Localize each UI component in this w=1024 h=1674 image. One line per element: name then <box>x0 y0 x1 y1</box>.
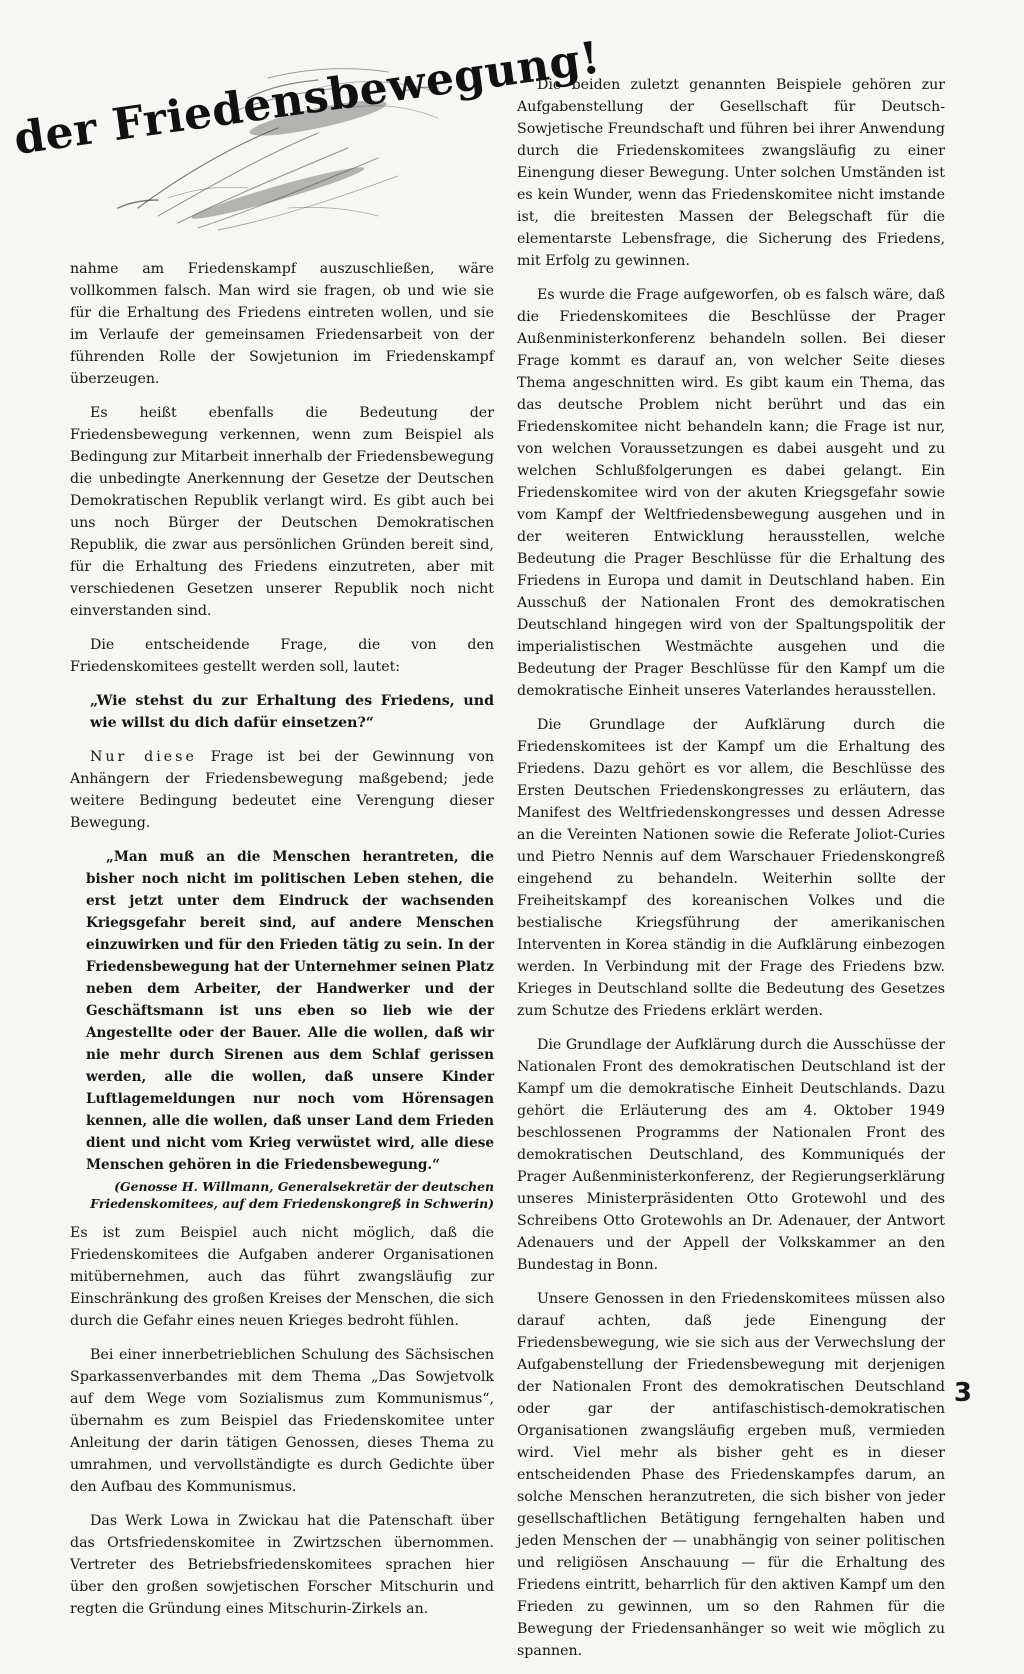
left-paragraph-7: Das Werk Lowa in Zwickau hat die Patenschaft über das Ortsfriedenskomitee in Zwirtzschen übernommen. Vertreter des Betriebsfriedenskomitees sprachen hier über den großen sowjetischen Forscher Mitschurin und regten die Gründung eines Mitschurin-Zirkels an. <box>70 1513 494 1617</box>
left-paragraph-5: Es ist zum Beispiel auch nicht möglich, daß die Friedenskomitees die Aufgaben anderer Organisationen mitübernehmen, auch das führt zwangsläufig zur Einschränkung des großen Kreises der Menschen, die sich durch die Gefahr eines neuen Krieges bedroht fühlen. <box>70 1225 494 1329</box>
left-paragraph-6: Bei einer innerbetrieblichen Schulung des Sächsischen Sparkassenverbandes mit dem Thema „Das Sowjetvolk auf dem Wege vom Sozialismus zum Kommunismus“, übernahm es zum Beispiel das Friedenskomitee unter Anleitung der darin tätigen Genossen, dieses Thema zu umrahmen, und vervollständigte es durch Gedichte über den Aufbau des Kommunismus. <box>70 1347 494 1495</box>
right-paragraph-3: Die Grundlage der Aufklärung durch die Friedenskomitees ist der Kampf um die Erhaltung des Friedens. Dazu gehört es vor allem, die Beschlüsse des Ersten Deutschen Friedenskongresses zu erläutern, das Manifest des Weltfriedenskongresses und dessen Adresse an die Vereinten Nationen sowie die Referate Joliot-Curies und Pietro Nennis auf dem Warschauer Friedenskongreß eingehend zu behandeln. Weiterhin sollte der Freiheitskampf des koreanischen Volkes und die bestialische Kriegsführung der amerikanischen Interventen in Korea ständig in die Aufklärung einbezogen werden. In Verbindung mit der Frage des Friedens bzw. Krieges in Deutschland sollte die Bedeutung des Gesetzes zum Schutze des Friedens erklärt werden. <box>517 717 945 1019</box>
right-paragraph-4: Die Grundlage der Aufklärung durch die Ausschüsse der Nationalen Front des demokratischen Deutschland ist der Kampf um die demokratische Einheit Deutschlands. Dazu gehört die Erläuterung des am 4. Oktober 1949 beschlossenen Programms der Nationalen Front des demokratischen Deutschland, des Kommuniqués der Prager Außenministerkonferenz, der Regierungserklärung unseres Ministerpräsidenten Otto Grotewohl und des Schreibens Otto Grotewohls an Dr. Adenauer, der Antwort Adenauers und der Appell der Volkskammer an den Bundestag in Bonn. <box>517 1037 945 1273</box>
right-paragraph-1: Die beiden zuletzt genannten Beispiele gehören zur Aufgabenstellung der Gesellschaft für Deutsch-Sowjetische Freundschaft und führen bei ihrer Anwendung durch die Friedenskomitees zwangsläufig zu einer Einengung dieser Bewegung. Unter solchen Umständen ist es kein Wunder, wenn das Friedenskomitee nicht imstande ist, die breitesten Massen der Belegschaft für die elementarste Lebensfrage, die Sicherung des Friedens, mit Erfolg zu gewinnen. <box>517 77 945 269</box>
left-column <box>70 258 494 1632</box>
question-quote: „Wie stehst du zur Erhaltung des Friedens, und wie willst du dich dafür einsetzen?“ <box>90 693 494 731</box>
left-paragraph-4 <box>70 746 494 834</box>
left-paragraph-2: Es heißt ebenfalls die Bedeutung der Friedensbewegung verkennen, wenn zum Beispiel als Bedingung zur Mitarbeit innerhalb der Friedensbewegung die unbedingte Anerkennung der Gesetze der Deutschen Demokratischen Republik verlangt wird. Es gibt auch bei uns noch Bürger der Deutschen Demokratischen Republik, die zwar aus persönlichen Gründen bereit sind, für die Erhaltung des Friedens einzutreten, aber mit verschiedenen Gesetzen unserer Republik noch nicht einverstanden sind. <box>70 405 494 619</box>
right-paragraph-5: Unsere Genossen in den Friedenskomitees müssen also darauf achten, daß jede Einengung der Friedensbewegung, wie sie sich aus der Verwechslung der Aufgabenstellung der Friedensbewegung mit derjenigen der Nationalen Front des demokratischen Deutschland oder gar der antifaschistisch-demokratischen Organisationen zwangsläufig ergeben muß, vermieden wird. Viel mehr als bisher geht es in dieser entscheidenden Phase des Friedenskampfes darum, an solche Menschen heranzutreten, die sich bisher von jeder gesellschaftlichen Betätigung ferngehalten haben und jeden Menschen der — unabhängig von seiner politischen und religiösen Anschauung — für die Erhaltung des Friedens eintritt, beharrlich für den aktiven Kampf um den Frieden zu gewinnen, um so den Rahmen für die Bewegung der Friedensanhänger so weit wie möglich zu spannen. <box>517 1291 945 1659</box>
left-paragraph-1: nahme am Friedenskampf auszuschließen, wäre vollkommen falsch. Man wird sie fragen, ob und wie sie für die Erhaltung des Friedens eintreten wollen, und sie im Verlaufe der gemeinsamen Friedensarbeit von der führenden Rolle der Sowjetunion im Friedenskampf überzeugen. <box>70 261 494 387</box>
block-quote: „Man muß an die Menschen herantreten, die bisher noch nicht im politischen Leben stehen, die erst jetzt unter dem Eindruck der wachsenden Kriegsgefahr bereit sind, auf andere Menschen einzuwirken und für den Frieden tätig zu sein. In der Friedensbewegung hat der Unternehmer seinen Platz neben dem Arbeiter, der Handwerker und der Geschäftsmann ist uns eben so lieb wie der Angestellte oder der Bauer. Alle die wollen, daß wir nie mehr durch Sirenen aus dem Schlaf gerissen werden, alle die wollen, daß unsere Kinder Luftlagemeldungen nur noch vom Hörensagen kennen, alle die wollen, daß unser Land dem Frieden dient und nicht vom Krieg verwüstet wird, alle diese Menschen gehören in die Friedensbewegung.“ <box>86 849 494 1173</box>
page-number: 3 <box>953 1378 972 1408</box>
right-paragraph-2: Es wurde die Frage aufgeworfen, ob es falsch wäre, daß die Friedenskomitees die Beschlüsse der Prager Außenministerkonferenz behandeln sollen. Bei dieser Frage kommt es darauf an, von welcher Seite dieses Thema angeschnitten wird. Es gibt kaum ein Thema, das das deutsche Problem nicht berührt und das ein Friedenskomitee nicht behandeln kann; die Frage ist nur, von welchen Voraussetzungen es dabei ausgeht und zu welchen Schlußfolgerungen es dabei gelangt. Ein Friedenskomitee wird von der akuten Kriegsgefahr sowie vom Kampf der Weltfriedensbewegung ausgehen und in der weiteren Entwicklung herausstellen, welche Bedeutung die Prager Beschlüsse für die Erhaltung des Friedens in Europa und damit in Deutschland haben. Ein Ausschuß der Nationalen Front des demokratischen Deutschland hingegen wird von der Spaltungspolitik der imperialistischen Westmächte ausgehen und die Bedeutung der Prager Beschlüsse für den Kampf um die demokratische Einheit unseres Vaterlandes herausstellen. <box>517 287 945 699</box>
paragraph-4-text: Frage ist bei der Gewinnung von Anhängern der Friedensbewegung maßgebend; jede weitere Bedingung bedeutet eine Verengung dieser Bewegung. <box>70 749 494 831</box>
right-column <box>517 74 945 1674</box>
quote-source: (Genosse H. Willmann, Generalsekretär der deutschen Friedenskomitees, auf dem Friedenskongreß in Schwerin) <box>90 1179 494 1211</box>
left-paragraph-3: Die entscheidende Frage, die von den Friedenskomitees gestellt werden soll, lautet: <box>70 637 494 675</box>
headline: der Friedensbewegung! <box>10 32 604 165</box>
headline-area <box>10 32 604 238</box>
emphasis-text: Nur diese <box>90 749 197 765</box>
